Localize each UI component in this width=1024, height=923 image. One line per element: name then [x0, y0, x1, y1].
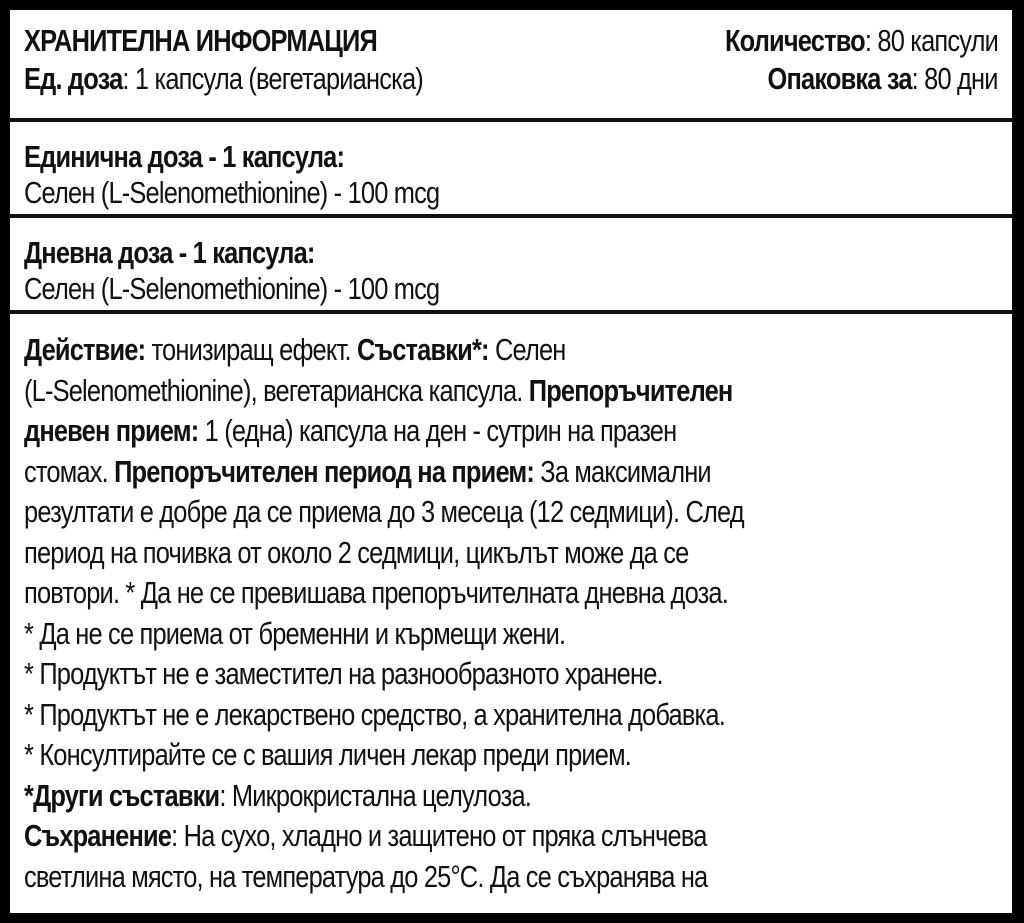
storage-line: светлина място, на температура до 25°C. Да се съхранява на [24, 858, 708, 894]
package-row [768, 62, 998, 95]
dose-row [24, 62, 423, 95]
header-section [10, 10, 1012, 118]
ingredients-text-cont: (L-Selenomethionine), вегетарианска капсула. [24, 372, 529, 408]
recommended-intake-text: 1 (една) капсула на ден - сутрин на празен [198, 413, 677, 448]
recommended-intake-label-cont: дневен прием: [24, 413, 199, 448]
details-line [24, 330, 744, 371]
details-body [24, 330, 902, 897]
recommended-intake-text-cont: стомах. [24, 453, 115, 489]
warning-line: * Продуктът не е лекарствено средство, а хранителна добавка. [24, 696, 725, 732]
intake-period-label: Препоръчителен период на прием: [114, 453, 535, 489]
action-label: Действие: [24, 332, 146, 367]
quantity-row [725, 24, 998, 57]
warning-line: * Продуктът не е заместител на разнообразното хранене. [24, 656, 663, 691]
package-value: : 80 дни [912, 61, 998, 96]
ingredients-label: Съставки*: [356, 332, 489, 367]
dose-value: : 1 капсула (вегетарианска) [122, 61, 423, 96]
details-line: повтори. * Да не се превишава препоръчителната дневна доза. [24, 575, 728, 610]
quantity-label: Количество [724, 23, 865, 58]
action-text: тонизиращ ефект. [145, 332, 357, 367]
daily-dose-line: Селен (L-Selenomethionine) - 100 mcg [24, 271, 440, 306]
details-line: резултати е добре да се приема до 3 месеца (12 седмици). След [24, 494, 744, 529]
other-ingredients-text: : Микрокристална целулоза. [219, 777, 532, 813]
daily-dose-heading-text: Дневна доза - 1 капсула: [24, 235, 315, 270]
storage-line [24, 816, 744, 857]
unit-dose-section [10, 118, 1012, 218]
warning-line: * Да не се приема от бременни и кърмещи жени. [24, 615, 566, 651]
other-ingredients-label: *Други съставки [24, 777, 220, 813]
package-label: Опаковка за [767, 61, 913, 96]
unit-dose-heading-text: Единична доза - 1 капсула: [24, 139, 345, 174]
unit-dose-heading [24, 140, 344, 173]
storage-label: Съхранение [24, 818, 172, 853]
daily-dose-section [10, 214, 1012, 314]
nutrition-label [10, 10, 1012, 913]
recommended-intake-label: Препоръчителен [528, 372, 733, 408]
intake-period-text: За максимални [534, 453, 711, 489]
storage-text: : На сухо, хладно и защитено от пряка слънчева [171, 818, 707, 853]
header-title-row [24, 24, 377, 57]
details-line: период на почивка от около 2 седмици, цикълът може да се [24, 534, 689, 570]
quantity-value: : 80 капсули [864, 23, 998, 58]
details-section [10, 310, 1012, 913]
ingredients-text: Селен [488, 332, 566, 367]
unit-dose-line: Селен (L-Selenomethionine) - 100 mcg [24, 175, 440, 210]
label-title: ХРАНИТЕЛНА ИНФОРМАЦИЯ [24, 23, 377, 58]
daily-dose-heading [24, 236, 315, 269]
other-ingredients-line [24, 776, 744, 817]
details-line [24, 411, 744, 452]
warning-line: * Консултирайте се с вашия личен лекар преди прием. [24, 737, 632, 772]
details-line [24, 452, 744, 493]
dose-label: Ед. доза [24, 61, 123, 96]
details-line [24, 371, 744, 412]
